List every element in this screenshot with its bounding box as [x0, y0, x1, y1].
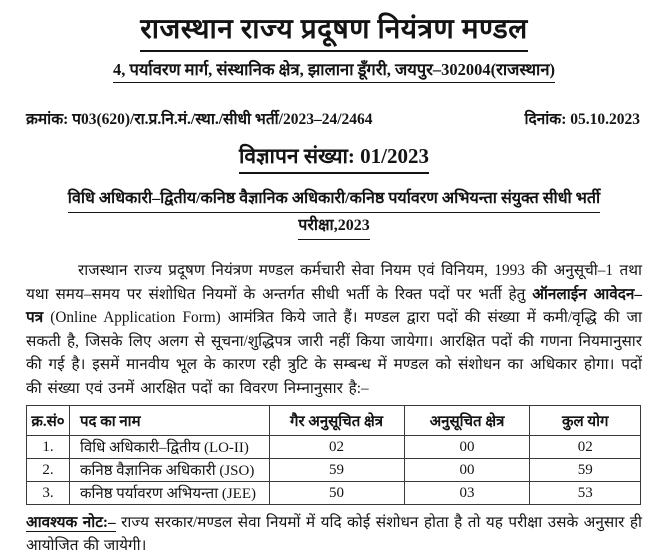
date-value: 05.10.2023 — [570, 111, 640, 128]
table-header-row — [27, 406, 641, 436]
advertisement-number-text: विज्ञापन संख्या: 01/2023 — [239, 142, 429, 174]
table-row — [27, 459, 641, 482]
cell-non-scheduled-area: 02 — [269, 436, 404, 459]
date-label: दिनांक: — [524, 111, 567, 128]
reference-value: प03(620)/रा.प्र.नि.मं./स्था./सीधी भर्ती/2023–24/2464 — [72, 111, 373, 128]
subject-line-2: परीक्षा,2023 — [26, 213, 642, 240]
cell-non-scheduled-area: 50 — [269, 482, 404, 505]
paragraph-text-start: राजस्थान राज्य प्रदूषण नियंत्रण मण्डल कर्मचारी सेवा नियम एवं विनियम, 1993 की अनुसूची–1 तथा यथा समय–समय पर संशोधित नियमों के अन्तर्गत सीधी भर्ती के रिक्त पदों पर भर्ती हेतु — [26, 262, 642, 303]
table-row — [27, 436, 641, 459]
org-address-text: 4, पर्यावरण मार्ग, संस्थानिक क्षेत्र, झालाना डूँगरी, जयपुर–302004(राजस्थान) — [113, 57, 555, 83]
note-label: आवश्यक नोट:– — [26, 514, 116, 531]
cell-serial-no: 2. — [27, 459, 70, 482]
cell-post-name: विधि अधिकारी–द्वितीय (LO-II) — [69, 436, 269, 459]
paragraph-bold-phrase: ऑनलाईन आवेदन–पत्र — [26, 285, 642, 326]
table-row — [27, 482, 641, 505]
cell-post-name: कनिष्ठ वैज्ञानिक अधिकारी (JSO) — [69, 459, 269, 482]
cell-non-scheduled-area: 59 — [269, 459, 404, 482]
org-address — [26, 57, 642, 83]
cell-post-name: कनिष्ठ पर्यावरण अभियन्ता (JEE) — [69, 482, 269, 505]
subject-line-1: विधि अधिकारी–द्वितीय/कनिष्ठ वैज्ञानिक अधिकारी/कनिष्ठ पर्यावरण अभियन्ता संयुक्त सीधी भर्ती — [26, 186, 642, 213]
advertisement-number — [26, 142, 642, 174]
header-non-scheduled-area: गैर अनुसूचित क्षेत्र — [269, 406, 404, 436]
vacancy-table — [26, 405, 641, 505]
header-serial-no: क्र.सं० — [27, 406, 70, 436]
cell-serial-no: 1. — [27, 436, 70, 459]
header-total: कुल योग — [530, 406, 641, 436]
important-note — [26, 511, 642, 557]
paragraph-text-end: (Online Application Form) आमंत्रित किये जाते हैं। मण्डल द्वारा पदों की संख्या में कमी/वृद्धि की जा सकती है, जिसके लिए अलग से सूचना/शुद्धिपत्र जारी नहीं किया जायेगा। आरक्षित पदों की गणना नियमानुसार की गई है। इसमें मानवीय भूल के कारण रही त्रुटि के सम्बन्ध में मण्डल को संशोधन का अधिकार होगा। पदों की संख्या एवं उनमें आरक्षित पदों का विवरण निम्नानुसार है:– — [26, 309, 642, 397]
cell-total: 53 — [530, 482, 641, 505]
note-text: राज्य सरकार/मण्डल सेवा नियमों में यदि कोई संशोधन होता है तो यह परीक्षा उसके अनुसार ही आयोजित की जायेगी। — [26, 514, 642, 554]
cell-total: 02 — [530, 436, 641, 459]
org-title — [26, 12, 642, 52]
subject-heading — [26, 186, 642, 240]
cell-scheduled-area: 00 — [404, 436, 530, 459]
header-post-name: पद का नाम — [69, 406, 269, 436]
meta-row — [26, 107, 642, 129]
document-date — [524, 107, 640, 129]
body-paragraph — [26, 259, 642, 400]
cell-total: 59 — [530, 459, 641, 482]
header-scheduled-area: अनुसूचित क्षेत्र — [404, 406, 530, 436]
cell-scheduled-area: 03 — [404, 482, 530, 505]
reference-label: क्रमांक: — [26, 111, 69, 128]
org-title-text: राजस्थान राज्य प्रदूषण नियंत्रण मण्डल — [140, 12, 527, 52]
cell-scheduled-area: 00 — [404, 459, 530, 482]
cell-serial-no: 3. — [27, 482, 70, 505]
reference-number — [26, 107, 373, 129]
